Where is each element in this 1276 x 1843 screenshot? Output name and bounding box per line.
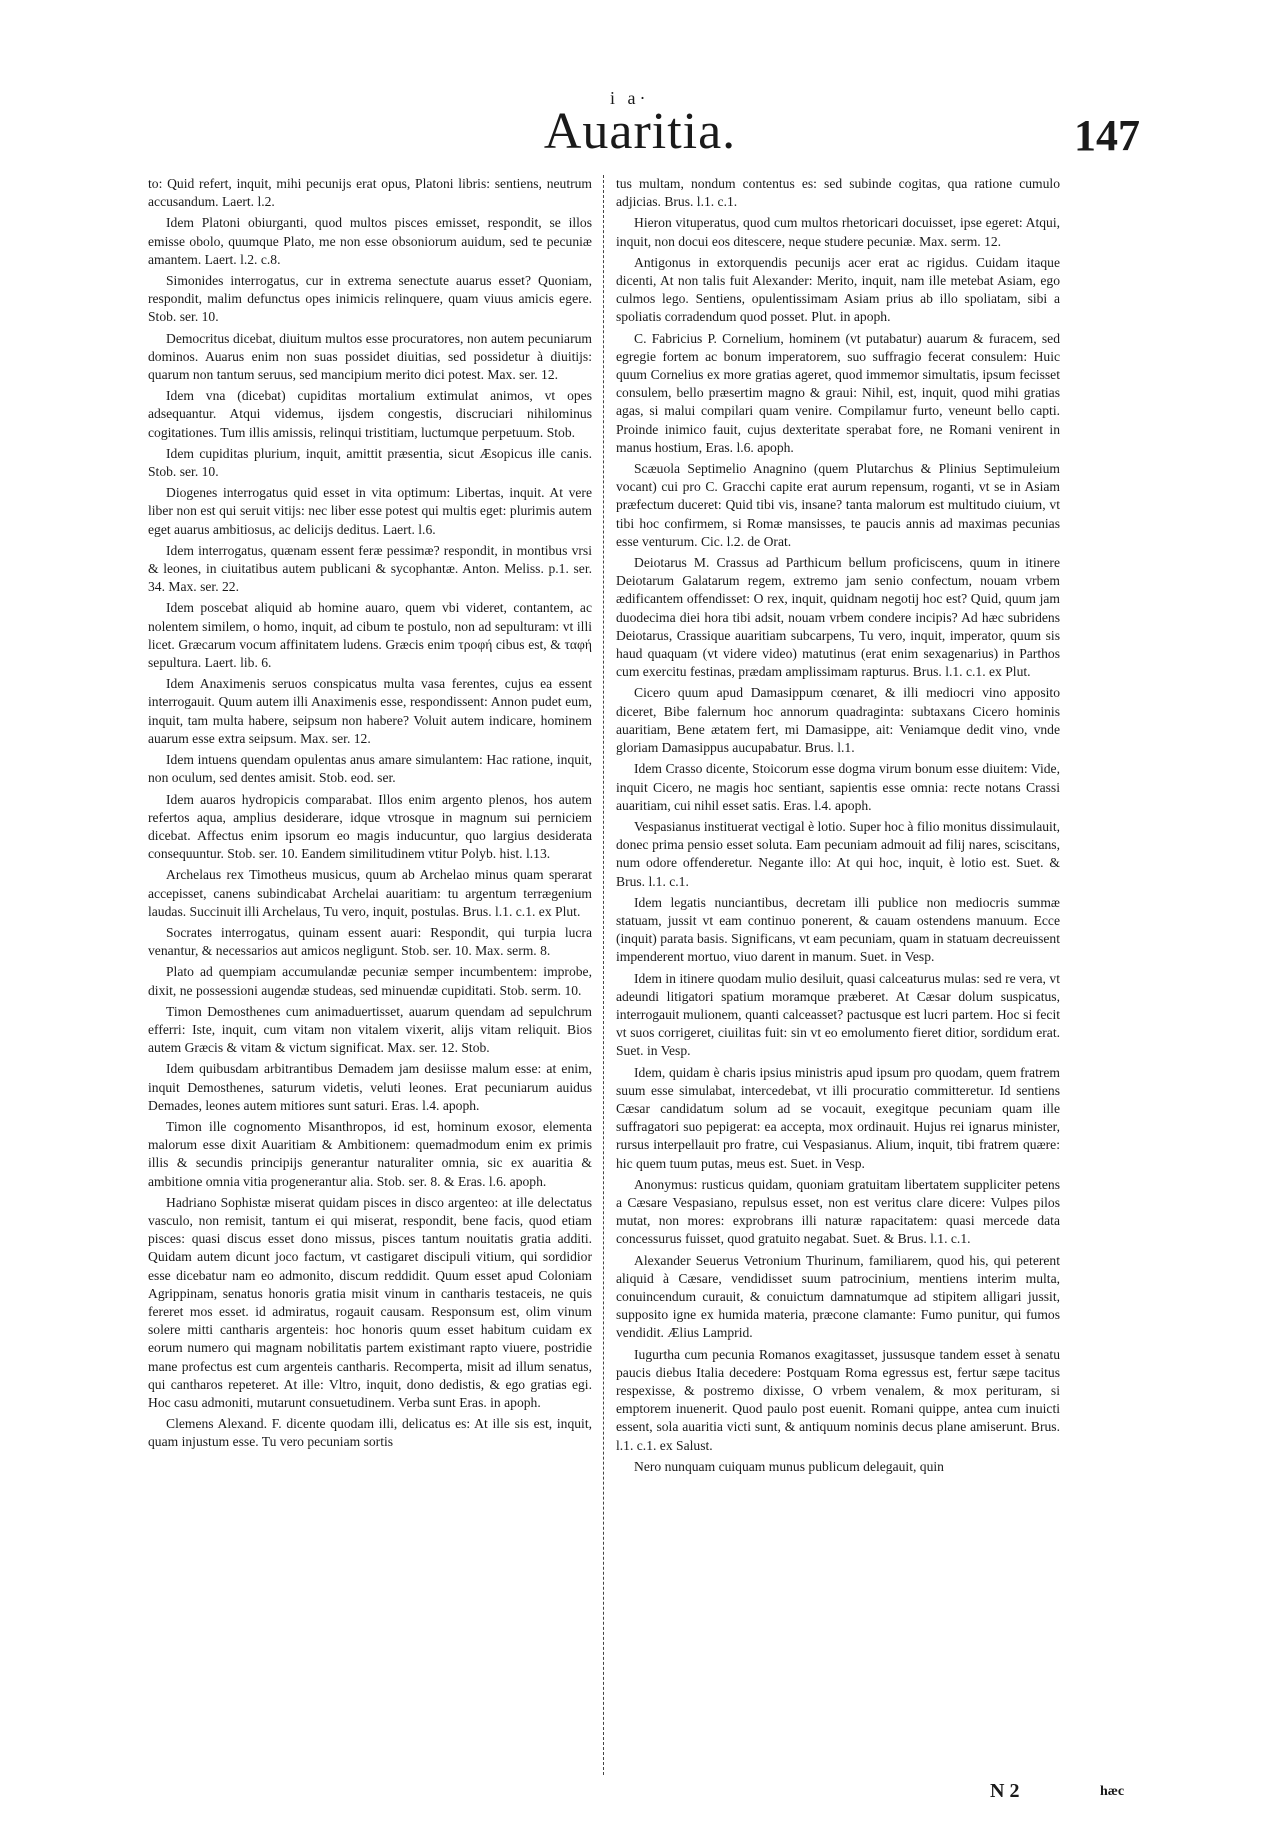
paragraph: Iugurtha cum pecunia Romanos exagitasset, jussusque tandem esset à senatu paucis diebus Italia decedere: Postquam Roma egressus est, fertur sæpe tacitus respexisse, & postremo dixisse, O vrbem venalem, & mox perituram, si emptorem inuenerit. Quod paulo post euenit. Romani quippe, antea cum inuicti essent, sola auaritia victi sunt, & antiquum nominis decus plane amiserunt. Brus. l.1. c.1. ex Salust. <box>616 1346 1060 1453</box>
paragraph: Timon ille cognomento Misanthropos, id est, hominum exosor, elementa malorum esse dixit Auaritiam & Ambitionem: quemadmodum enim ex primis illis & secundis principijs generantur naturaliter omnia, sic ex auaritia & ambitione omnia vitia progenerantur alia. Stob. ser. 8. & Eras. l.6. apoph. <box>148 1118 592 1189</box>
paragraph: Alexander Seuerus Vetronium Thurinum, familiarem, quod his, qui peterent aliquid à Cæsare, vendidisset suum patrocinium, mentiens interim multa, conuincendum curauit, & conuictum damnatumque ad stipitem alligari jussit, supposito igne ex humida materia, præcone clamante: Fumo punitur, qui fumos vendidit. Ælius Lamprid. <box>616 1252 1060 1341</box>
paragraph: Clemens Alexand. F. dicente quodam illi, delicatus es: At ille sis est, inquit, quam injustum esse. Tu vero pecuniam sortis <box>148 1416 592 1450</box>
paragraph: Idem Platoni obiurganti, quod multos pisces emisset, respondit, se illos emisse obolo, quumque Plato, me non esse obsoniorum auidum, sed te pecuniæ amantem. Laert. l.2. c.8. <box>148 215 592 267</box>
paragraph: Idem quibusdam arbitrantibus Demadem jam desiisse malum esse: at enim, inquit Demosthenes, saturum videtis, veluti leones. Erat pecuniarum auidus Demades, leones autem mitiores sunt saturi. Eras. l.4. apoph. <box>148 1061 592 1113</box>
paragraph: Idem Crasso dicente, Stoicorum esse dogma virum bonum esse diuitem: Vide, inquit Cicero, ne magis hoc sentiant, sapientis esse omnia: recte notans Crassi auaritiam, cui nihil esset satis. Eras. l.4. apoph. <box>616 761 1060 813</box>
header-marks: i a· <box>610 88 650 108</box>
catchword: hæc <box>1100 1784 1125 1799</box>
paragraph: Diogenes interrogatus quid esset in vita optimum: Libertas, inquit. At vere liber non est qui seruit vitijs: nec liber esse potest qui multis eget: plurimis autem eget auarus ambitiosus, ac delicijs deditus. Laert. l.6. <box>148 485 592 537</box>
signature-mark: N 2 <box>990 1780 1020 1802</box>
paragraph: tus multam, nondum contentus es: sed subinde cogitas, qua ratione cumulo adjicias. Brus. l.1. c.1. <box>616 176 1060 210</box>
paragraph: Idem in itinere quodam mulio desiluit, quasi calceaturus mulas: sed re vera, vt adeundi litigatori spatium moramque præberet. At Cæsar dolum suspicatus, interrogauit mulionem, quanti calceasset? pactusque est lucri partem. Hoc si fecit vt suos corrigeret, ciuilitas fuit: sin vt eo emolumento fieret ditior, sordidum erat. Suet. in Vesp. <box>616 970 1060 1059</box>
paragraph: Deiotarus M. Crassus ad Parthicum bellum proficiscens, quum in itinere Deiotarum Galatarum regem, extremo jam senio confectum, nouam vrbem ædificantem offendisset: O rex, inquit, quidnam negotij hoc est? Quid, quum jam duodecima diei hora tibi adsit, nouam vrbem condere incipis? Ad hæc subridens Deiotarus, Crassique auaritiam subcarpens, Tu vero, inquit, imperator, quum sis haud quaquam (vt videre video) matutinus (erat enim sexagenarius) in Parthos cum exercitu festinas, prædam amplissimam rapturus. Brus. l.1. c.1. ex Plut. <box>616 555 1060 680</box>
paragraph: Timon Demosthenes cum animaduertisset, auarum quendam ad sepulchrum efferri: Iste, inquit, cum vitam non vitalem vixerit, alijs vitam reliquit. Bios autem Græcis & vitam & victum significat. Max. ser. 12. Stob. <box>148 1003 592 1056</box>
paragraph: Antigonus in extorquendis pecunijs acer erat ac rigidus. Cuidam itaque dicenti, At non talis fuit Alexander: Merito, inquit, nam ille metebat Asiam, ego culmos lego. Sentiens, opulentissimam Asiam prius ab illo spoliatam, sibi a spoliatis corradendum quod posset. Plut. in apoph. <box>616 254 1060 325</box>
paragraph: Idem Anaximenis seruos conspicatus multa vasa ferentes, cujus ea essent interrogauit. Quum autem illi Anaximenis esse, respondissent: Annon pudet eum, inquit, tam multa habere, seipsum non habere? Voluit autem indicare, hominem auarum esse extra seipsum. Max. ser. 12. <box>148 676 592 746</box>
paragraph: Hadriano Sophistæ miserat quidam pisces in disco argenteo: at ille delectatus vasculo, non remisit, tantum ei qui miserat, respondit, bene facis, quod etiam pisces: quasi discus esset dono missus, pisces tantum nouitatis gratia additi. Quidam autem dicunt joco factum, vt castigaret discipuli vitium, qui sordidior esse dicebatur nam eo admonito, discum reddidit. Quum esset apud Coloniam Agrippinam, senatus honoris gratia misit vinum in cantharis testaceis, ne quis fereret mos esset. id admiratus, rogauit causam. Responsum est, olim vinum solere mitti cantharis argenteis: hoc honoris quum esset habitum cuidam ex eorum numero qui magnam nobilitatis partem existimant rapto viuere, postridie mane profectus est cum argenteis cantharis. Recomperta, misit ad illum senatus, qui cantharos repeteret. At ille: Vltro, inquit, dono dedistis, & ego gratias egi. Hoc casu admoniti, mutarunt consuetudinem. Verba sunt Eras. in apoph. <box>148 1194 592 1410</box>
paragraph: C. Fabricius P. Cornelium, hominem (vt putabatur) auarum & furacem, sed egregie fortem ac bonum imperatorem, suo suffragio fecerat consulem: Huic quum Cornelius ex more gratias ageret, quod immemor simultatis, ipsum fecisset consulem, bello præsertim magno & graui: Nihil, est, inquit, quod mihi gratias agas, si malui compilari quam venire. Compilamur furto, veneunt bello capti. Proinde inimico fauit, cujus dexteritate sperabat fore, ne Romani venirent in manus hostium, Eras. l.6. apoph. <box>616 330 1060 455</box>
paragraph: Scæuola Septimelio Anagnino (quem Plutarchus & Plinius Septimuleium vocant) cui pro C. Gracchi capite erat aurum repensum, roganti, vt se in Asiam præfectum duceret: Quid tibi vis, insane? tanta malorum est multitudo ciuium, vt tibi hoc confirmem, si Romæ mansisses, te paucis annis ad maximas pecunias esse venturum. Cic. l.2. de Orat. <box>616 461 1060 549</box>
page-title: Auaritia. <box>543 103 737 160</box>
paragraph: Idem, quidam è charis ipsius ministris apud ipsum pro quodam, quem fratrem suum esse simulabat, intercedebat, vt illi procuratio committeretur. Id sentiens Cæsar candidatum solum ad se vocauit, exegitque pecuniam quam ille suffragatori suo pepigerat: ea accepta, mox ordinauit. Hujus rei ignarus minister, rursus interpellauit pro fratre, cui Vespasianus. Alium, inquit, tibi fratrem quære: hic quem tuum putas, meus est. Suet. in Vesp. <box>616 1064 1060 1171</box>
page-number: 147 <box>1074 111 1140 160</box>
paragraph: Democritus dicebat, diuitum multos esse procuratores, non autem pecuniarum dominos. Auarus enim non suas possidet diuitias, sed possidetur à diuitijs: quarum non tantum seruus, sed mancipium merito dici potest. Max. ser. 12. <box>148 330 592 383</box>
paragraph: Idem vna (dicebat) cupiditas mortalium extimulat animos, vt opes adsequantur. Atqui videmus, ijsdem congestis, discruciari nihilominus cogitationes. Tum illis amissis, relinqui tristitiam, luctumque perpetuum. Stob. <box>148 388 592 440</box>
page-footer <box>990 1780 1125 1803</box>
paragraph: Nero nunquam cuiquam munus publicum delegauit, quin <box>634 1458 944 1474</box>
paragraph: Idem poscebat aliquid ab homine auaro, quem vbi videret, contantem, ac nolentem similem, o homo, inquit, ad cibum te postulo, non ad sepulturam: vt illi licet. Græcarum vocum affinitatem ludens. Græcis enim τροφή cibus est, & ταφή sepultura. Laert. lib. 6. <box>148 600 592 671</box>
paragraph: Idem intuens quendam opulentas anus amare simulantem: Hac ratione, inquit, non oculum, sed dentes amisit. Stob. eod. ser. <box>148 752 592 786</box>
paragraph: Hieron vituperatus, quod cum multos rhetoricari docuisset, ipse egeret: Atqui, inquit, non docui eos ditescere, neque studere pecuniæ. Max. serm. 12. <box>616 215 1060 249</box>
paragraph: Cicero quum apud Damasippum cœnaret, & illi mediocri vino apposito diceret, Bibe falernum hoc annorum quadraginta: subtaxans Cicero hominis auaritiam, Bene ætatem fert, mi Damasippe, ait: Veniamque dedit vino, vnde gloriam Damasippus aucupabatur. Brus. l.1. <box>616 685 1060 756</box>
paragraph: Socrates interrogatus, quinam essent auari: Respondit, qui turpia lucra venantur, & necessarios aut amicos negligunt. Stob. ser. 10. Max. serm. 8. <box>148 924 592 959</box>
paragraph: Idem legatis nunciantibus, decretam illi publice non mediocris summæ statuam, jussit vt eam continuo ponerent, & cauam ostendens manuum. Ecce (inquit) parata basis. Significans, vt eam pecuniam, quam in statuam decreuissent impenderent mortuo, viuo darent in manum. Suet. in Vesp. <box>616 894 1060 965</box>
column-divider <box>603 175 605 1775</box>
paragraph: Simonides interrogatus, cur in extrema senectute auarus esset? Quoniam, respondit, malim defunctus opes inimicis relinquere, quam viuus amicis egere. Stob. ser. 10. <box>148 273 592 325</box>
paragraph: Plato ad quempiam accumulandæ pecuniæ semper incumbentem: improbe, dixit, ne possessioni augendæ studeas, sed minuendæ cupiditati. Stob. serm. 10. <box>148 964 592 998</box>
paragraph: to: Quid refert, inquit, mihi pecunijs erat opus, Platoni libris: sentiens, neutrum accusandum. Laert. l.2. <box>148 176 592 210</box>
paragraph: Anonymus: rusticus quidam, quoniam gratuitam libertatem suppliciter petens a Cæsare Vespasiano, repulsus esset, non est veritus clare dicere: Vulpes pilos mutat, non mores: exprobrans illi naturæ rapacitatem: quasi mercede data concessurus fuisset, quod gratuito negabat. Suet. & Brus. l.1. c.1. <box>616 1176 1060 1247</box>
right-column <box>616 175 1060 1765</box>
paragraph: Idem interrogatus, quænam essent feræ pessimæ? respondit, in montibus vrsi & leones, in ciuitatibus autem publicani & sycophantæ. Anton. Meliss. p.1. ser. 34. Max. ser. 22. <box>148 542 592 595</box>
running-header <box>140 88 1140 168</box>
paragraph: Idem cupiditas plurium, inquit, amittit præsentia, sicut Æsopicus ille canis. Stob. ser. 10. <box>148 445 592 480</box>
paragraph: Archelaus rex Timotheus musicus, quum ab Archelao minus quam sperarat accepisset, canens subindicabat Archelai auaritiam: tu argentum terrægenium laudas. Succinuit illi Archelaus, Tu vero, inquit, postulas. Brus. l.1. c.1. ex Plut. <box>148 867 592 919</box>
left-column <box>148 175 592 1765</box>
paragraph: Idem auaros hydropicis comparabat. Illos enim argento plenos, hos autem refertos aqua, amplius desiderare, idque vtrosque in magnum sui perniciem dicebat. Affectus enim ipsorum eo magis inducuntur, quo largius desiderata consequuntur. Stob. ser. 10. Eandem similitudinem vtitur Polyb. hist. l.13. <box>148 791 592 862</box>
paragraph: Vespasianus instituerat vectigal è lotio. Super hoc à filio monitus dissimulauit, donec prima pensio esset soluta. Eam pecuniam admouit ad filij nares, sciscitans, num odore offenderetur. Negante illo: At qui hoc, inquit, è lotio est. Suet. & Brus. l.1. c.1. <box>616 818 1060 889</box>
